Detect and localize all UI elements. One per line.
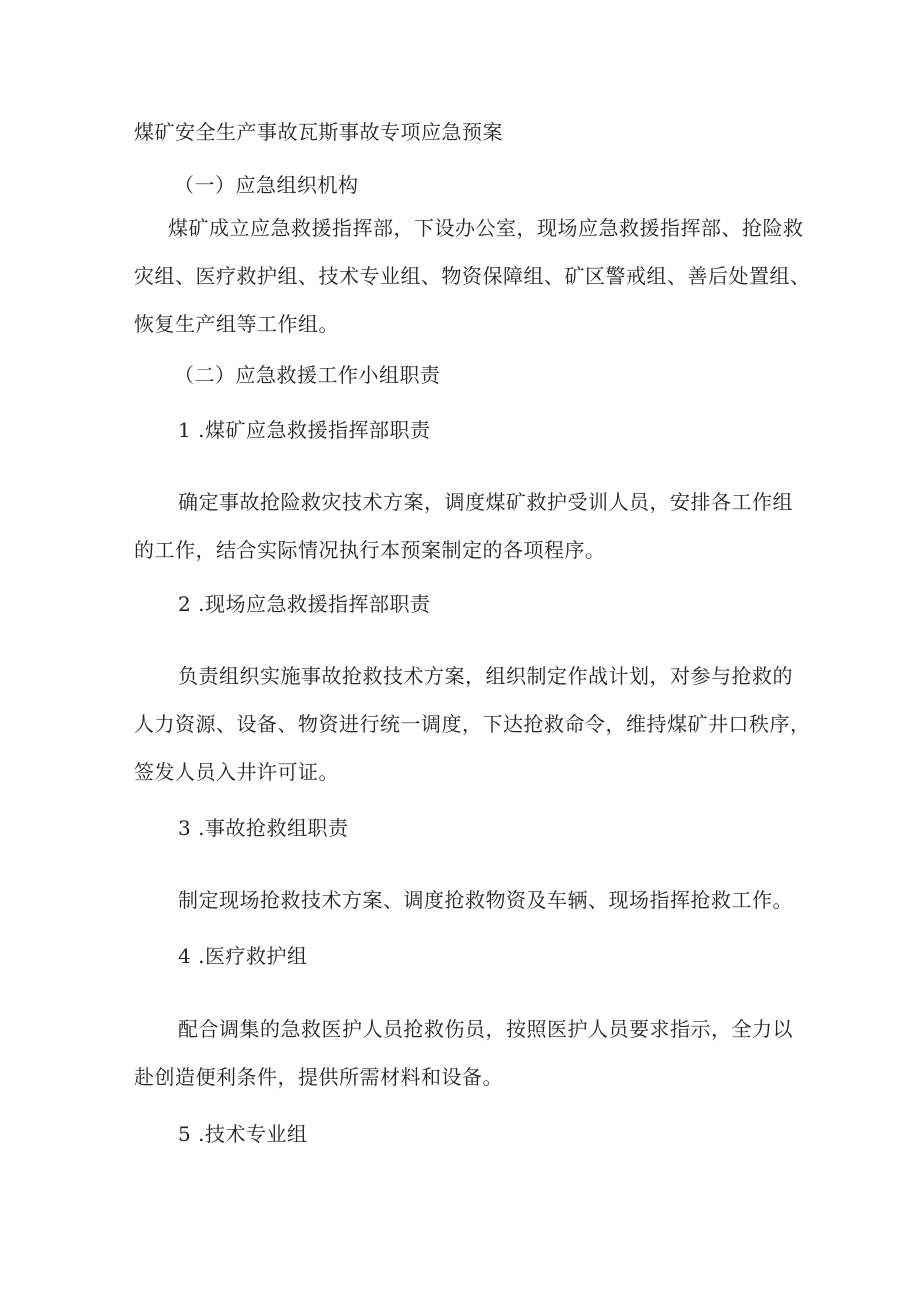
section-heading-duties: （二）应急救援工作小组职责 bbox=[174, 363, 441, 387]
item-body-3 bbox=[134, 888, 793, 936]
body-line: 煤矿成立应急救援指挥部，下设办公室，现场应急救援指挥部、抢险救 bbox=[168, 216, 804, 240]
body-line: 赴创造便利条件，提供所需材料和设备。 bbox=[134, 1065, 503, 1089]
body-line: 制定现场抢救技术方案、调度抢救物资及车辆、现场指挥抢救工作。 bbox=[178, 888, 793, 912]
item-body-1 bbox=[134, 490, 793, 586]
item-body-4 bbox=[134, 1017, 793, 1113]
body-line: 的工作，结合实际情况执行本预案制定的各项程序。 bbox=[134, 538, 606, 562]
item-heading-2: 2 .现场应急救援指挥部职责 bbox=[178, 592, 431, 616]
item-heading-4: 4 .医疗救护组 bbox=[178, 944, 308, 968]
section-body-org bbox=[134, 216, 811, 360]
body-line: 签发人员入井许可证。 bbox=[134, 760, 339, 784]
item-body-2 bbox=[134, 664, 811, 808]
body-line: 负责组织实施事故抢救技术方案，组织制定作战计划，对参与抢救的 bbox=[178, 664, 793, 688]
item-heading-5: 5 .技术专业组 bbox=[178, 1122, 308, 1146]
body-line: 人力资源、设备、物资进行统一调度，下达抢救命令，维持煤矿井口秩序， bbox=[134, 712, 811, 736]
document-title: 煤矿安全生产事故瓦斯事故专项应急预案 bbox=[134, 120, 503, 144]
section-heading-org: （一）应急组织机构 bbox=[174, 173, 359, 197]
body-line: 确定事故抢险救灾技术方案，调度煤矿救护受训人员，安排各工作组 bbox=[178, 490, 793, 514]
item-heading-1: 1 .煤矿应急救援指挥部职责 bbox=[178, 418, 431, 442]
item-heading-3: 3 .事故抢救组职责 bbox=[178, 816, 349, 840]
body-line: 灾组、医疗救护组、技术专业组、物资保障组、矿区警戒组、善后处置组、 bbox=[134, 264, 811, 288]
body-line: 恢复生产组等工作组。 bbox=[134, 312, 339, 336]
body-line: 配合调集的急救医护人员抢救伤员，按照医护人员要求指示，全力以 bbox=[178, 1017, 793, 1041]
